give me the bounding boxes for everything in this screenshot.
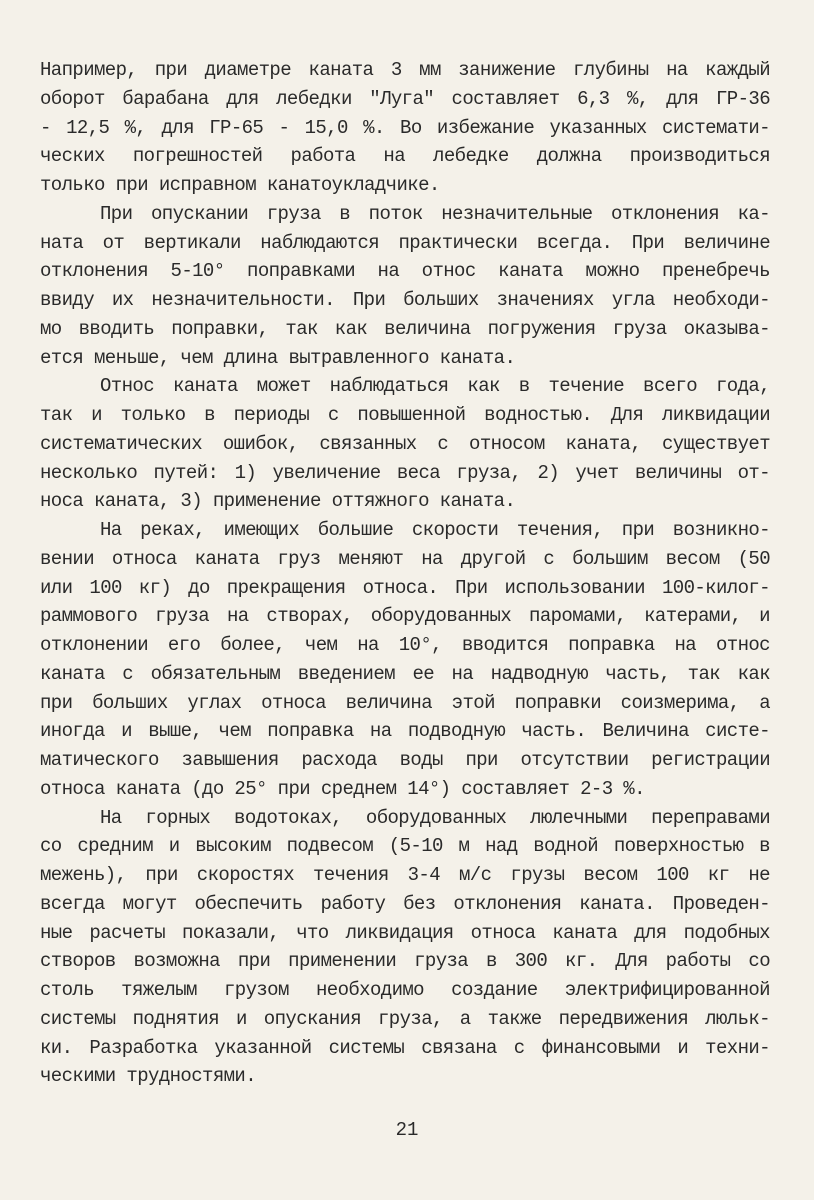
text-line: створов возможна при применении груза в 300 кг. Для работы со: [40, 950, 770, 973]
page-number: 21: [395, 1119, 419, 1141]
text-line: иногда и выше, чем поправка на подводную часть. Величина систе-: [40, 720, 770, 743]
text-line: На реках, имеющих большие скорости течения, при возникно-: [100, 519, 770, 541]
text-line: оборот барабана для лебедки "Луга" составляет 6,3 %, для ГР-36: [40, 87, 770, 110]
text-line: столь тяжелым грузом необходимо создание электрифицированной: [40, 979, 770, 1001]
text-line: со средним и высоким подвесом (5-10 м над водной поверхностью в: [40, 835, 770, 858]
body-text: [40, 56, 770, 1091]
text-line: ется меньше, чем длина вытравленного каната.: [40, 346, 516, 369]
text-line: ната от вертикали наблюдаются практически всегда. При величине: [40, 231, 770, 254]
text-line: систематических ошибок, связанных с относом каната, существует: [40, 432, 770, 455]
text-line: - 12,5 %, для ГР-65 - 15,0 %. Во избежание указанных системати-: [40, 116, 770, 139]
text-line: относа каната (до 25° при среднем 14°) составляет 2-3 %.: [40, 777, 645, 800]
text-line: несколько путей: 1) увеличение веса груза, 2) учет величины от-: [40, 461, 770, 484]
text-line: мо вводить поправки, так как величина погружения груза оказыва-: [40, 317, 770, 340]
text-line: системы поднятия и опускания груза, а также передвижения люльк-: [40, 1007, 770, 1030]
text-line: носа каната, 3) применение оттяжного каната.: [40, 490, 516, 513]
text-line: ческих погрешностей работа на лебедке должна производиться: [40, 145, 770, 168]
text-line: или 100 кг) до прекращения относа. При использовании 100-килог-: [40, 576, 770, 599]
text-line: На горных водотоках, оборудованных люлечными переправами: [100, 806, 770, 829]
text-line: каната с обязательным введением ее на надводную часть, так как: [40, 662, 770, 685]
text-line: всегда могут обеспечить работу без отклонения каната. Проведен-: [40, 892, 770, 915]
text-line: при больших углах относа величина этой поправки соизмерима, а: [40, 691, 770, 714]
text-line: ки. Разработка указанной системы связана с финансовыми и техни-: [40, 1036, 770, 1059]
text-line: отклонении его более, чем на 10°, вводится поправка на относ: [40, 634, 770, 656]
text-line: матического завышения расхода воды при отсутствии регистрации: [40, 749, 770, 771]
text-line: раммового груза на створах, оборудованных паромами, катерами, и: [40, 605, 770, 628]
text-line: только при исправном канатоукладчике.: [40, 174, 440, 196]
text-line: Например, при диаметре каната 3 мм занижение глубины на каждый: [40, 59, 770, 81]
text-line: отклонения 5-10° поправками на относ каната можно пренебречь: [40, 260, 770, 283]
text-line: При опускании груза в поток незначительные отклонения ка-: [100, 202, 770, 225]
text-line: ные расчеты показали, что ликвидация относа каната для подобных: [40, 921, 770, 944]
text-line: ческими трудностями.: [40, 1065, 257, 1088]
text-line: вении относа каната груз меняют на другой с большим весом (50: [40, 547, 770, 570]
text-line: Относ каната может наблюдаться как в течение всего года,: [100, 375, 770, 398]
text-line: так и только в периоды с повышенной водностью. Для ликвидации: [40, 404, 770, 426]
text-line: ввиду их незначительности. При больших значениях угла необходи-: [40, 289, 770, 311]
text-line: межень), при скоростях течения 3-4 м/с грузы весом 100 кг не: [40, 864, 770, 886]
